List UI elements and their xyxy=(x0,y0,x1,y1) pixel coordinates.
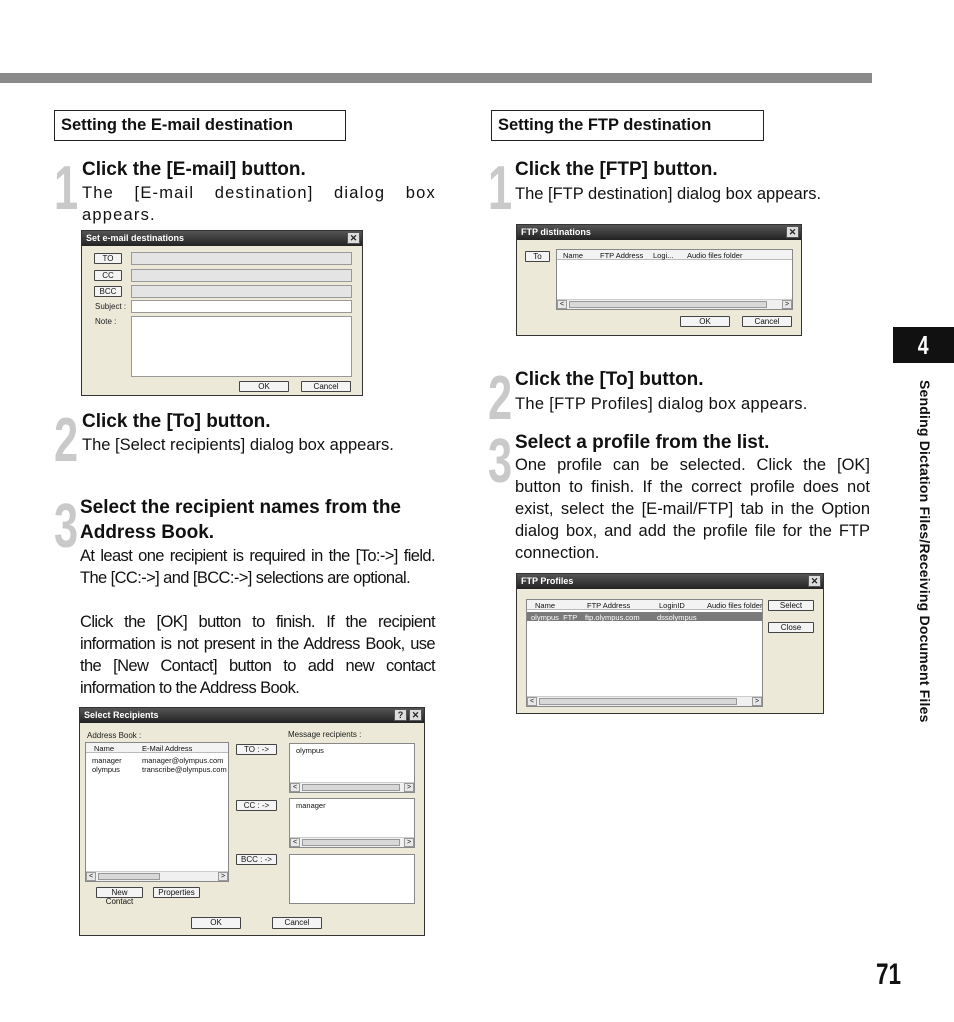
step-title: Select a profile from the list. xyxy=(515,432,770,453)
recipient-name: manager xyxy=(296,801,326,810)
subject-input[interactable] xyxy=(131,300,352,313)
step-title: Click the [FTP] button. xyxy=(515,159,718,180)
scroll-thumb[interactable] xyxy=(569,301,767,308)
dialog-title: Set e-mail destinations xyxy=(86,233,185,243)
scroll-thumb[interactable] xyxy=(539,698,737,705)
to-field[interactable] xyxy=(131,252,352,265)
address-book-list[interactable] xyxy=(85,742,229,882)
cc-recipients-box[interactable] xyxy=(289,798,415,848)
step-number: 3 xyxy=(54,492,79,561)
scroll-left-icon[interactable]: < xyxy=(290,838,300,847)
scroll-right-icon[interactable]: > xyxy=(404,783,414,792)
ok-button[interactable]: OK xyxy=(680,316,730,327)
cancel-button[interactable]: Cancel xyxy=(301,381,351,392)
to-recipient-button[interactable]: TO : -> xyxy=(236,744,277,755)
close-icon[interactable]: ✕ xyxy=(786,226,799,238)
dialog-title: FTP Profiles xyxy=(521,576,574,586)
column-header: LoginID xyxy=(659,601,685,610)
to-button[interactable]: TO xyxy=(94,253,122,264)
step-title: Address Book. xyxy=(80,522,215,543)
step-title: Click the [To] button. xyxy=(515,369,704,390)
profile-login: dssolympus xyxy=(657,613,697,622)
horizontal-scrollbar[interactable] xyxy=(527,696,762,706)
step-number: 1 xyxy=(488,154,513,223)
ftp-profile-list[interactable] xyxy=(526,599,763,707)
contact-email: manager@olympus.com xyxy=(142,756,224,765)
chapter-number: 4 xyxy=(918,330,929,360)
contact-email: transcribe@olympus.com xyxy=(142,765,227,774)
step-text: The [Select recipients] dialog box appears. xyxy=(82,436,394,454)
profile-address: ftp.olympus.com xyxy=(585,613,640,622)
cancel-button[interactable]: Cancel xyxy=(272,917,322,929)
step-text: One profile can be selected. Click the [OK] button to finish. If the correct profile does not exist, select the [E-mail/FTP] tab in the Option dialog box, and add the profile file for the FTP connection. xyxy=(515,456,870,562)
ftp-profiles-dialog xyxy=(516,573,824,714)
address-book-label: Address Book : xyxy=(87,731,142,740)
bcc-field[interactable] xyxy=(131,285,352,298)
step-text: At least one recipient is required in the [To:->] field. The [CC:->] and [BCC:->] selections are optional. xyxy=(80,547,435,587)
step-text: The [FTP destination] dialog box appears. xyxy=(515,185,822,203)
bcc-recipients-box[interactable] xyxy=(289,854,415,904)
scroll-thumb[interactable] xyxy=(302,839,400,846)
close-icon[interactable]: ✕ xyxy=(347,232,360,244)
step-text: The [FTP Profiles] dialog box appears. xyxy=(515,395,808,413)
scroll-left-icon[interactable]: < xyxy=(290,783,300,792)
scroll-left-icon[interactable]: < xyxy=(557,300,567,309)
list-item[interactable] xyxy=(86,764,228,773)
help-icon[interactable]: ? xyxy=(394,709,407,721)
scroll-thumb[interactable] xyxy=(98,873,160,880)
chapter-tab xyxy=(893,327,954,363)
scroll-right-icon[interactable]: > xyxy=(782,300,792,309)
page-number xyxy=(876,958,909,992)
ftp-destination-dialog xyxy=(516,224,802,336)
list-item[interactable] xyxy=(290,800,414,809)
dialog-titlebar xyxy=(517,225,801,240)
step-number: 2 xyxy=(488,364,513,433)
to-button[interactable]: To xyxy=(525,251,550,262)
message-recipients-label: Message recipients : xyxy=(288,730,362,739)
list-item[interactable] xyxy=(290,745,414,754)
cc-button[interactable]: CC xyxy=(94,270,122,281)
list-header xyxy=(557,250,792,260)
column-header: FTP Address xyxy=(587,601,631,610)
step-title: Click the [To] button. xyxy=(82,411,271,432)
chapter-side-title: Sending Dictation Files/Receiving Document Files xyxy=(917,380,933,723)
column-header: E-Mail Address xyxy=(142,744,193,753)
select-button[interactable]: Select xyxy=(768,600,814,611)
horizontal-scrollbar[interactable] xyxy=(290,837,414,847)
bcc-button[interactable]: BCC xyxy=(94,286,122,297)
note-label: Note : xyxy=(95,317,117,326)
contact-name: olympus xyxy=(92,765,120,774)
dialog-titlebar xyxy=(517,574,823,589)
properties-button[interactable]: Properties xyxy=(153,887,200,898)
column-header: Name xyxy=(94,744,115,753)
contact-name: manager xyxy=(92,756,122,765)
cc-field[interactable] xyxy=(131,269,352,282)
new-contact-button[interactable]: New Contact xyxy=(96,887,143,898)
profile-name: olympus_FTP xyxy=(531,613,578,622)
email-section-title: Setting the E-mail destination xyxy=(54,110,346,141)
email-destination-dialog xyxy=(81,230,363,396)
list-header xyxy=(527,600,762,610)
column-header: Logi... xyxy=(653,251,674,260)
scroll-right-icon[interactable]: > xyxy=(752,697,762,706)
cancel-button[interactable]: Cancel xyxy=(742,316,792,327)
list-header xyxy=(86,743,228,753)
close-icon[interactable]: ✕ xyxy=(808,575,821,587)
horizontal-scrollbar[interactable] xyxy=(290,782,414,792)
step-title: Select the recipient names from the xyxy=(80,497,401,518)
scroll-thumb[interactable] xyxy=(302,784,400,791)
column-header: Name xyxy=(535,601,556,610)
close-icon[interactable]: ✕ xyxy=(409,709,422,721)
note-input[interactable] xyxy=(131,316,352,377)
step-number: 1 xyxy=(54,154,79,223)
recipient-name: olympus xyxy=(296,746,324,755)
ok-button[interactable]: OK xyxy=(191,917,241,929)
bcc-recipient-button[interactable]: BCC : -> xyxy=(236,854,277,865)
step-number: 3 xyxy=(488,427,513,496)
select-recipients-dialog xyxy=(79,707,425,936)
close-button[interactable]: Close xyxy=(768,622,814,633)
dialog-title: Select Recipients xyxy=(84,710,159,720)
ftp-destination-list[interactable] xyxy=(556,249,793,310)
cc-recipient-button[interactable]: CC : -> xyxy=(236,800,277,811)
subject-label: Subject : xyxy=(95,302,127,311)
column-header: Audio files folder xyxy=(707,601,763,610)
scroll-left-icon[interactable]: < xyxy=(527,697,537,706)
scroll-right-icon[interactable]: > xyxy=(218,872,228,881)
step-text: Click the [OK] button to finish. If the recipient information is not present in the Address Book, use the [New Contact] button to add new contact information to the Address Book. xyxy=(80,613,435,697)
column-header: FTP Address xyxy=(600,251,644,260)
scroll-left-icon[interactable]: < xyxy=(86,872,96,881)
horizontal-scrollbar[interactable] xyxy=(86,871,228,881)
step-text: The [E-mail destination] dialog box appears. xyxy=(82,184,436,224)
header-bar xyxy=(0,73,872,83)
list-item[interactable] xyxy=(86,755,228,764)
to-recipients-box[interactable] xyxy=(289,743,415,793)
horizontal-scrollbar[interactable] xyxy=(557,299,792,309)
page-number-text: 71 xyxy=(876,958,902,991)
dialog-titlebar xyxy=(80,708,424,723)
dialog-title: FTP distinations xyxy=(521,227,591,237)
ok-button[interactable]: OK xyxy=(239,381,289,392)
step-title: Click the [E-mail] button. xyxy=(82,159,306,180)
scroll-right-icon[interactable]: > xyxy=(404,838,414,847)
table-row[interactable] xyxy=(527,612,762,621)
step-number: 2 xyxy=(54,406,79,475)
column-header: Audio files folder xyxy=(687,251,743,260)
column-header: Name xyxy=(563,251,584,260)
dialog-titlebar xyxy=(82,231,362,246)
ftp-section-title: Setting the FTP destination xyxy=(491,110,764,141)
